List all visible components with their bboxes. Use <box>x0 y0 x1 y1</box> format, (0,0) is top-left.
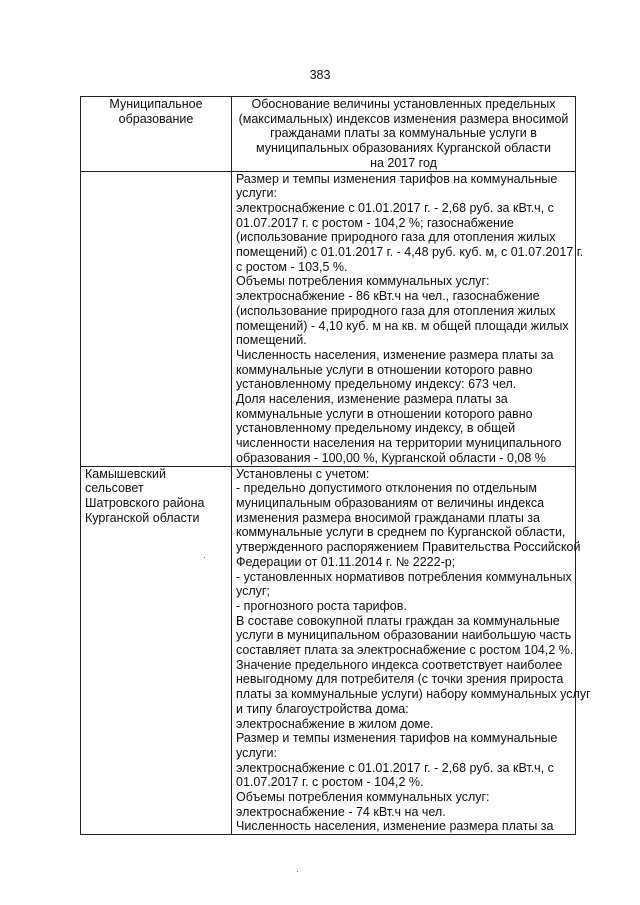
text-line: Размер и темпы изменения тарифов на коммунальные <box>236 171 558 186</box>
municipality-line: Шатровского района <box>85 495 205 510</box>
scan-speck: · <box>296 866 299 876</box>
table-header-row <box>81 97 576 172</box>
text-line: 01.07.2017 г. с ростом - 104,2 %. <box>236 775 424 790</box>
text-line: численности населения на территории муниципального <box>236 436 562 451</box>
table-row <box>81 466 576 835</box>
text-line: (использование природного газа для отопления жилых <box>236 230 556 245</box>
text-line: образования - 100,00 %, Курганской области - 0,08 % <box>236 450 546 465</box>
text-line: электроснабжение с 01.01.2017 г. - 2,68 руб. за кВт.ч, с <box>236 760 554 775</box>
header-col1-line: Муниципальное <box>109 97 203 111</box>
municipality-cell <box>81 171 232 466</box>
text-line: невыгодному для потребителя (с точки зрения прироста <box>236 672 564 687</box>
text-line: электроснабжение в жилом доме. <box>236 716 434 731</box>
municipality-line: Камышевский <box>85 466 166 481</box>
text-line: составляет плата за электроснабжение с ростом 104,2 %. <box>236 643 574 658</box>
text-line: Значение предельного индекса соответствует наиболее <box>236 657 563 672</box>
text-line: (использование природного газа для отопления жилых <box>236 303 556 318</box>
header-municipality-cell <box>81 97 232 172</box>
text-line: В составе совокупной платы граждан за коммунальные <box>236 613 560 628</box>
text-line: Численность населения, изменение размера платы за <box>236 347 554 362</box>
text-line: муниципальным образованиям от величины индекса <box>236 495 545 510</box>
text-line: установленному предельному индексу: 673 чел. <box>236 377 517 392</box>
text-line: платы за коммунальные услуги) набору коммунальных услуг <box>236 687 591 702</box>
justification-table <box>80 96 591 835</box>
header-col2-line: Обоснование величины установленных предельных <box>251 97 556 111</box>
header-col2-line: гражданами платы за коммунальные услуги в <box>270 126 537 141</box>
text-line: Численность населения, изменение размера платы за <box>236 819 554 834</box>
text-line: и типу благоустройства дома: <box>236 701 409 716</box>
text-line: помещений) с 01.01.2017 г. - 4,48 руб. куб. м, с 01.07.2017 г. <box>236 245 584 260</box>
text-line: 01.07.2017 г. с ростом - 104,2 %; газоснабжение <box>236 215 514 230</box>
header-col1-line: образование <box>118 111 194 126</box>
text-line: Установлены с учетом: <box>236 466 370 481</box>
page-number: 383 <box>309 68 331 82</box>
text-line: утвержденного распоряжением Правительства Российской <box>236 540 581 555</box>
text-line: изменения размера вносимой гражданами платы за <box>236 510 540 525</box>
text-line: Объемы потребления коммунальных услуг: <box>236 790 490 805</box>
text-line: услуги: <box>236 745 277 760</box>
text-line: коммунальные услуги в среднем по Курганской области, <box>236 525 566 540</box>
municipality-line: Курганской области <box>85 510 200 525</box>
text-line: Доля населения, изменение размера платы за <box>236 392 508 407</box>
text-line: услуг; <box>236 584 270 599</box>
header-col2-line: (максимальных) индексов изменения размера вносимой <box>238 111 569 126</box>
municipality-cell <box>81 466 232 835</box>
text-line: - прогнозного роста тарифов. <box>236 598 407 613</box>
justification-cell <box>232 466 591 835</box>
municipality-line: сельсовет <box>85 481 144 496</box>
scan-speck: · <box>203 552 206 562</box>
text-line: помещений) - 4,10 куб. м на кв. м общей площади жилых <box>236 318 569 333</box>
text-line: Федерации от 01.11.2014 г. № 2222-р; <box>236 554 456 569</box>
text-line: электроснабжение с 01.01.2017 г. - 2,68 руб. за кВт.ч, с <box>236 200 554 215</box>
header-col2-line: муниципальных образованиях Курганской области <box>256 141 551 156</box>
text-line: услуги: <box>236 186 277 201</box>
text-line: коммунальные услуги в отношении которого равно <box>236 362 533 377</box>
text-line: - предельно допустимого отклонения по отдельным <box>236 481 538 496</box>
text-line: помещений. <box>236 333 307 348</box>
text-line: электроснабжение - 74 кВт.ч на чел. <box>236 804 446 819</box>
text-line: услуги в муниципальном образовании наибольшую часть <box>236 628 572 643</box>
justification-cell <box>232 171 584 466</box>
text-line: Объемы потребления коммунальных услуг: <box>236 274 490 289</box>
text-line: коммунальные услуги в отношении которого равно <box>236 406 533 421</box>
text-line: - установленных нормативов потребления коммунальных <box>236 569 572 584</box>
text-line: с ростом - 103,5 %. <box>236 259 348 274</box>
header-col2-line: на 2017 год <box>370 155 437 170</box>
header-justification-cell <box>232 97 576 172</box>
text-line: установленному предельному индексу, в общей <box>236 421 516 436</box>
text-line: электроснабжение - 86 кВт.ч на чел., газоснабжение <box>236 289 540 304</box>
table-row <box>81 171 576 466</box>
text-line: Размер и темпы изменения тарифов на коммунальные <box>236 731 558 746</box>
